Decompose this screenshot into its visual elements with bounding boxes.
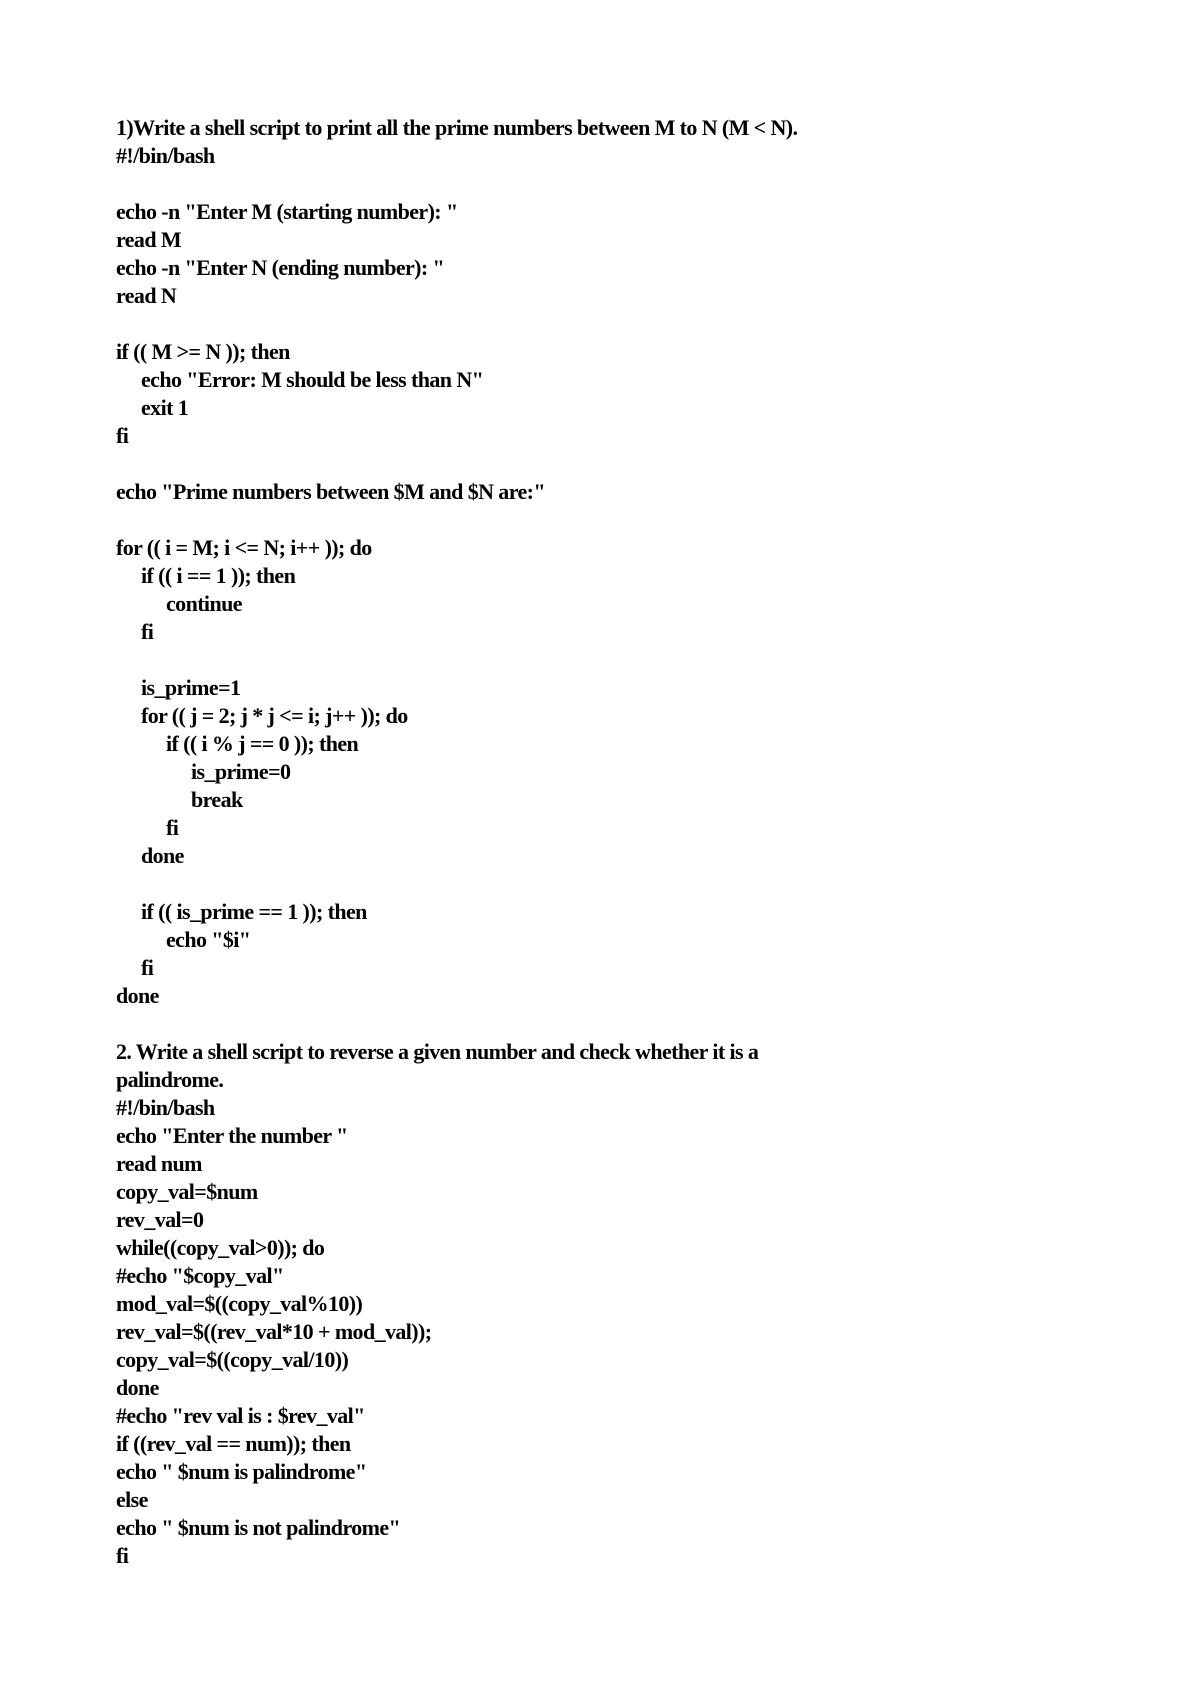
blank-line: [116, 870, 1116, 898]
code-line: mod_val=$((copy_val%10)): [116, 1291, 363, 1316]
code-line: copy_val=$((copy_val/10)): [116, 1347, 349, 1372]
code-line: copy_val=$num: [116, 1179, 258, 1204]
code-line: for (( i = M; i <= N; i++ )); do: [116, 535, 372, 560]
code-line: break: [191, 787, 243, 812]
code-line: echo " $num is not palindrome": [116, 1515, 401, 1540]
code-line: exit 1: [141, 395, 189, 420]
code-line: is_prime=1: [141, 675, 241, 700]
question-1-heading: 1)Write a shell script to print all the prime numbers between M to N (M < N).: [116, 115, 798, 140]
code-line: echo "Enter the number ": [116, 1123, 348, 1148]
code-line: echo "Prime numbers between $M and $N are:": [116, 479, 545, 504]
code-line: rev_val=$((rev_val*10 + mod_val));: [116, 1319, 432, 1344]
code-line: if (( is_prime == 1 )); then: [141, 899, 367, 924]
code-line: read N: [116, 283, 177, 308]
code-line: #!/bin/bash: [116, 143, 215, 168]
code-line: done: [141, 843, 184, 868]
code-line: fi: [141, 619, 154, 644]
blank-line: [116, 310, 1116, 338]
code-line: fi: [166, 815, 179, 840]
question-2-heading-continued: palindrome.: [116, 1067, 224, 1092]
blank-line: [116, 646, 1116, 674]
code-line: #echo "$copy_val": [116, 1263, 284, 1288]
code-line: echo -n "Enter M (starting number): ": [116, 199, 458, 224]
code-line: rev_val=0: [116, 1207, 204, 1232]
code-line: done: [116, 983, 159, 1008]
blank-line: [116, 450, 1116, 478]
code-line: fi: [116, 1543, 129, 1568]
question-2-heading: 2. Write a shell script to reverse a given number and check whether it is a: [116, 1039, 759, 1064]
code-line: done: [116, 1375, 159, 1400]
code-line: while((copy_val>0)); do: [116, 1235, 325, 1260]
code-line: echo "Error: M should be less than N": [141, 367, 484, 392]
code-line: is_prime=0: [191, 759, 291, 784]
code-line: fi: [141, 955, 154, 980]
code-line: else: [116, 1487, 148, 1512]
code-line: if (( M >= N )); then: [116, 339, 290, 364]
code-line: read num: [116, 1151, 202, 1176]
code-line: echo "$i": [166, 927, 251, 952]
document-body: [116, 114, 1116, 1570]
code-line: echo " $num is palindrome": [116, 1459, 367, 1484]
code-line: fi: [116, 423, 129, 448]
code-line: #echo "rev val is : $rev_val": [116, 1403, 365, 1428]
code-line: read M: [116, 227, 182, 252]
code-line: for (( j = 2; j * j <= i; j++ )); do: [141, 703, 408, 728]
code-line: if (( i % j == 0 )); then: [166, 731, 359, 756]
blank-line: [116, 170, 1116, 198]
blank-line: [116, 1010, 1116, 1038]
code-line: continue: [166, 591, 242, 616]
code-line: #!/bin/bash: [116, 1095, 215, 1120]
code-line: if (( i == 1 )); then: [141, 563, 296, 588]
code-line: if ((rev_val == num)); then: [116, 1431, 351, 1456]
code-line: echo -n "Enter N (ending number): ": [116, 255, 445, 280]
blank-line: [116, 506, 1116, 534]
